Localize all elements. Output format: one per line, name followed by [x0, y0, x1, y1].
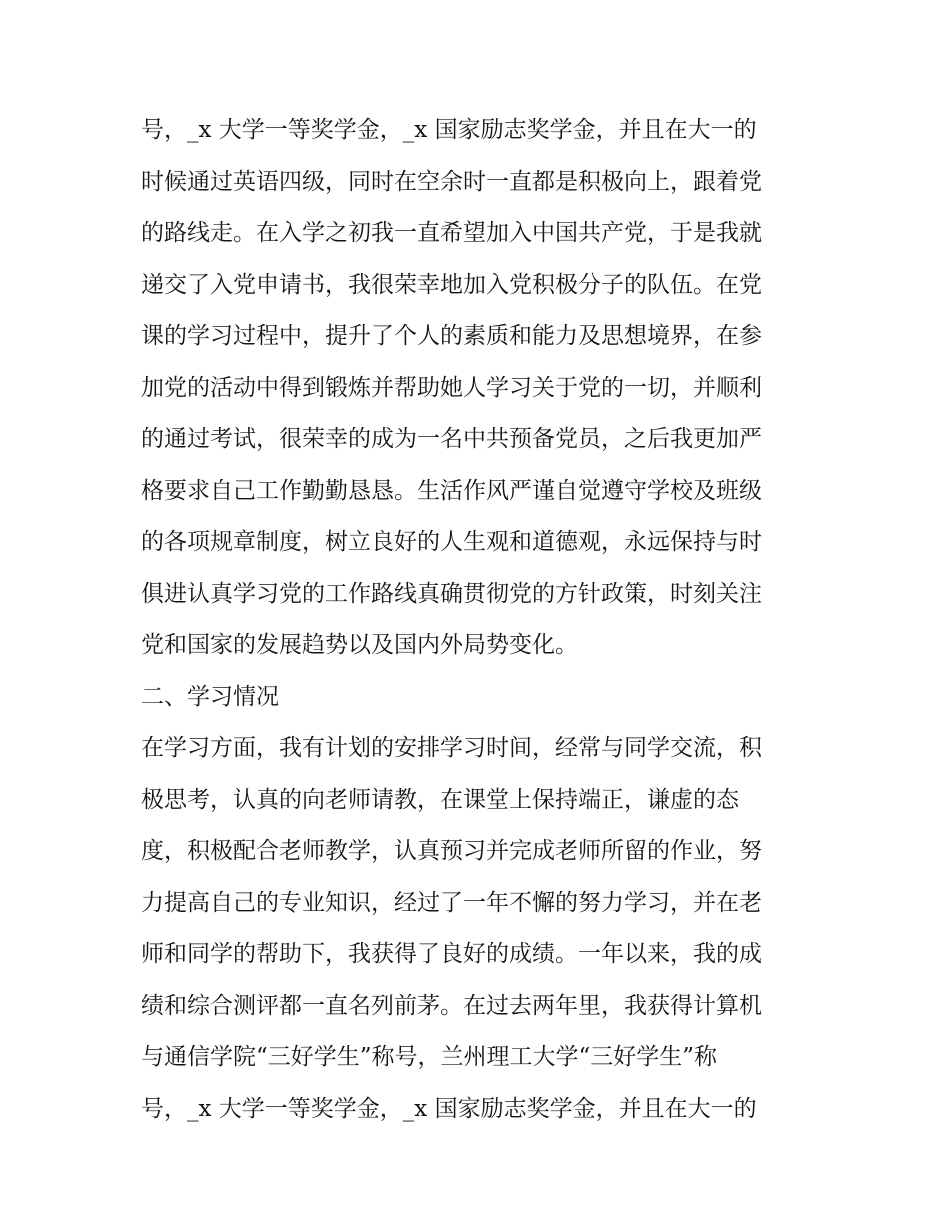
text-line: 格要求自己工作勤勤恳恳。生活作风严谨自觉遵守学校及班级	[141, 477, 762, 504]
text-line: 绩和综合测评都一直名列前茅。在过去两年里，我获得计算机	[141, 992, 762, 1019]
text-line: 极思考，认真的向老师请教，在课堂上保持端正，谦虚的态	[141, 786, 739, 813]
text-line: 时候通过英语四级，同时在空余时一直都是积极向上，跟着党	[141, 168, 762, 195]
text-line: 党和国家的发展趋势以及国内外局势变化。	[141, 632, 578, 658]
text-line: 加党的活动中得到锻炼并帮助她人学习关于党的一切，并顺利	[141, 374, 762, 401]
text-line: 师和同学的帮助下，我获得了良好的成绩。一年以来，我的成	[141, 941, 762, 967]
text-line: 俱进认真学习党的工作路线真确贯彻党的方针政策，时刻关注	[141, 580, 762, 607]
body-text	[141, 105, 831, 1135]
text-line: 度，积极配合老师教学，认真预习并完成老师所留的作业，努	[141, 838, 762, 864]
text-line: 号，_x 大学一等奖学金，_x 国家励志奖学金，并且在大一的	[141, 1095, 757, 1122]
text-line: 与通信学院“三好学生”称号，兰州理工大学“三好学生”称	[141, 1044, 718, 1070]
text-line: 在学习方面，我有计划的安排学习时间，经常与同学交流，积	[141, 735, 762, 761]
text-line: 的各项规章制度，树立良好的人生观和道德观，永远保持与时	[141, 529, 762, 555]
text-line: 号，_x 大学一等奖学金，_x 国家励志奖学金，并且在大一的	[141, 117, 757, 143]
text-line: 的路线走。在入学之初我一直希望加入中国共产党，于是我就	[141, 220, 762, 246]
text-line: 递交了入党申请书，我很荣幸地加入党积极分子的队伍。在党	[141, 271, 762, 298]
text-line: 的通过考试，很荣幸的成为一名中共预备党员，之后我更加严	[141, 426, 762, 452]
section-heading: 二、学习情况	[141, 683, 279, 710]
text-line: 课的学习过程中，提升了个人的素质和能力及思想境界，在参	[141, 323, 762, 349]
text-line: 力提高自己的专业知识，经过了一年不懈的努力学习，并在老	[141, 889, 762, 916]
